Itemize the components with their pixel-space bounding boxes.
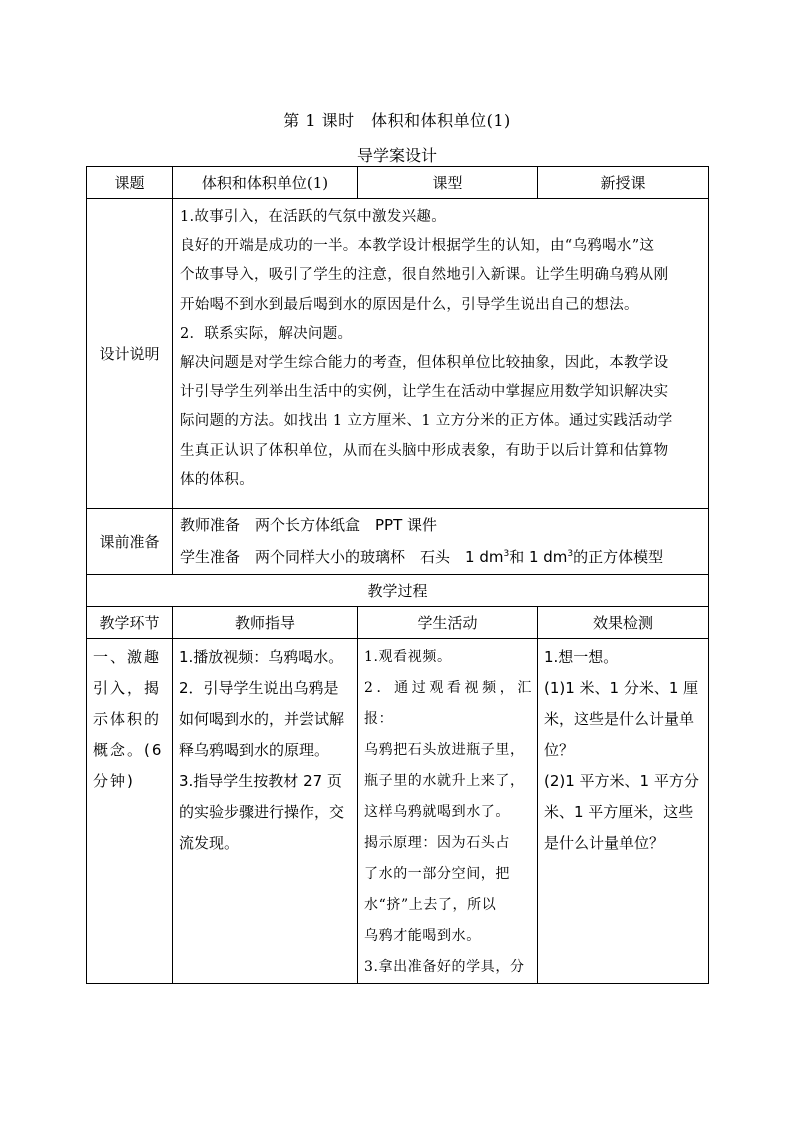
teacher-line: 1.播放视频：乌鸦喝水。	[179, 648, 344, 666]
design-line: 2．联系实际，解决问题。	[180, 325, 353, 342]
check-line: 米，这些是什么计量单	[544, 710, 695, 728]
column-header-student: 学生活动	[358, 607, 538, 639]
preparation-content	[173, 509, 709, 575]
student-line: 乌鸦才能喝到水。	[364, 928, 481, 944]
design-line: 计引导学生列举出生活中的实例，让学生在活动中掌握应用数学知识解决实	[180, 384, 669, 401]
design-line: 1.故事引入，在活跃的气氛中激发兴趣。	[180, 209, 447, 225]
check-line: (1)1 米、1 分米、1 厘	[544, 679, 699, 697]
student-activity-cell	[358, 639, 538, 984]
stage-cell	[87, 639, 173, 984]
process-heading: 教学过程	[87, 575, 709, 607]
check-line: 是什么计量单位？	[544, 834, 665, 852]
student-preparation: 学生准备 两个同样大小的玻璃杯 石头 1 $dm^3$和 1 $dm^3$的正方体模型	[180, 548, 664, 566]
lesson-type-value: 新授课	[538, 167, 709, 199]
design-line: 际问题的方法。如找出 1 立方厘米、1 立方分米的正方体。通过实践活动学	[180, 413, 673, 430]
topic-row	[87, 167, 709, 199]
design-line: 良好的开端是成功的一半。本教学设计根据学生的认知，由“乌鸦喝水”这	[180, 238, 655, 255]
effect-check-cell	[538, 639, 709, 984]
check-line: (2)1 平方米、1 平方分	[544, 772, 699, 790]
student-line: 了水的一部分空间，把	[364, 866, 510, 882]
column-header-teacher: 教师指导	[173, 607, 358, 639]
column-header-stage: 教学环节	[87, 607, 173, 639]
page-subtitle: 导学案设计	[356, 146, 437, 165]
design-line: 体的体积。	[180, 471, 254, 488]
design-line: 生真正认识了体积单位，从而在头脑中形成表象，有助于以后计算和估算物	[180, 442, 669, 459]
lesson-type-label: 课型	[358, 167, 538, 199]
teacher-line: 如何喝到水的，并尝试解	[179, 710, 345, 728]
student-line: 1.观看视频。	[364, 649, 452, 665]
design-line: 开始喝不到水到最后喝到水的原因是什么，引导学生说出自己的想法。	[180, 296, 639, 313]
teacher-preparation: 教师准备 两个长方体纸盒 PPT 课件	[180, 516, 438, 534]
process-row	[87, 639, 709, 984]
teacher-guidance-cell	[173, 639, 358, 984]
preparation-label: 课前准备	[87, 509, 173, 575]
teacher-line: 3.指导学生按教材 27 页	[179, 772, 342, 790]
process-heading-row	[87, 575, 709, 607]
stage-line: 一、激趣	[93, 648, 162, 666]
design-line: 个故事导入，吸引了学生的注意，很自然地引入新课。让学生明确乌鸦从刚	[180, 267, 669, 284]
teacher-line: 的实验步骤进行操作，交	[179, 803, 345, 821]
lesson-plan-table	[86, 166, 709, 984]
teacher-line: 2．引导学生说出乌鸦是	[179, 679, 339, 697]
page-title: 第 1 课时 体积和体积单位(1)	[283, 111, 511, 130]
stage-line: 引入，揭	[93, 679, 162, 697]
check-line: 米、1 平方厘米，这些	[544, 803, 694, 821]
design-label: 设计说明	[87, 199, 173, 509]
student-line: 3.拿出准备好的学具，分	[364, 959, 525, 975]
student-line: 2．通过观看视频，汇报：	[364, 680, 532, 727]
teacher-line: 流发现。	[179, 834, 240, 852]
stage-line: 分钟)	[93, 772, 135, 790]
topic-value: 体积和体积单位(1)	[173, 167, 358, 199]
stage-line: 概念。(6	[93, 741, 164, 759]
design-row	[87, 199, 709, 509]
check-line: 1.想一想。	[544, 648, 619, 666]
teacher-line: 释乌鸦喝到水的原理。	[179, 741, 330, 759]
student-line: 瓶子里的水就升上来了，	[364, 773, 525, 789]
student-line: 揭示原理：因为石头占	[364, 835, 510, 851]
column-header-check: 效果检测	[538, 607, 709, 639]
student-line: 这样乌鸦就喝到水了。	[364, 804, 510, 820]
preparation-row	[87, 509, 709, 575]
process-columns-row	[87, 607, 709, 639]
topic-label: 课题	[87, 167, 173, 199]
design-line: 解决问题是对学生综合能力的考查，但体积单位比较抽象，因此，本教学设	[180, 355, 669, 372]
stage-line: 示体积的	[93, 710, 162, 728]
student-line: 水“挤”上去了，所以	[364, 897, 497, 913]
design-content	[173, 199, 709, 509]
student-line: 乌鸦把石头放进瓶子里，	[364, 742, 525, 758]
check-line: 位？	[544, 741, 575, 759]
